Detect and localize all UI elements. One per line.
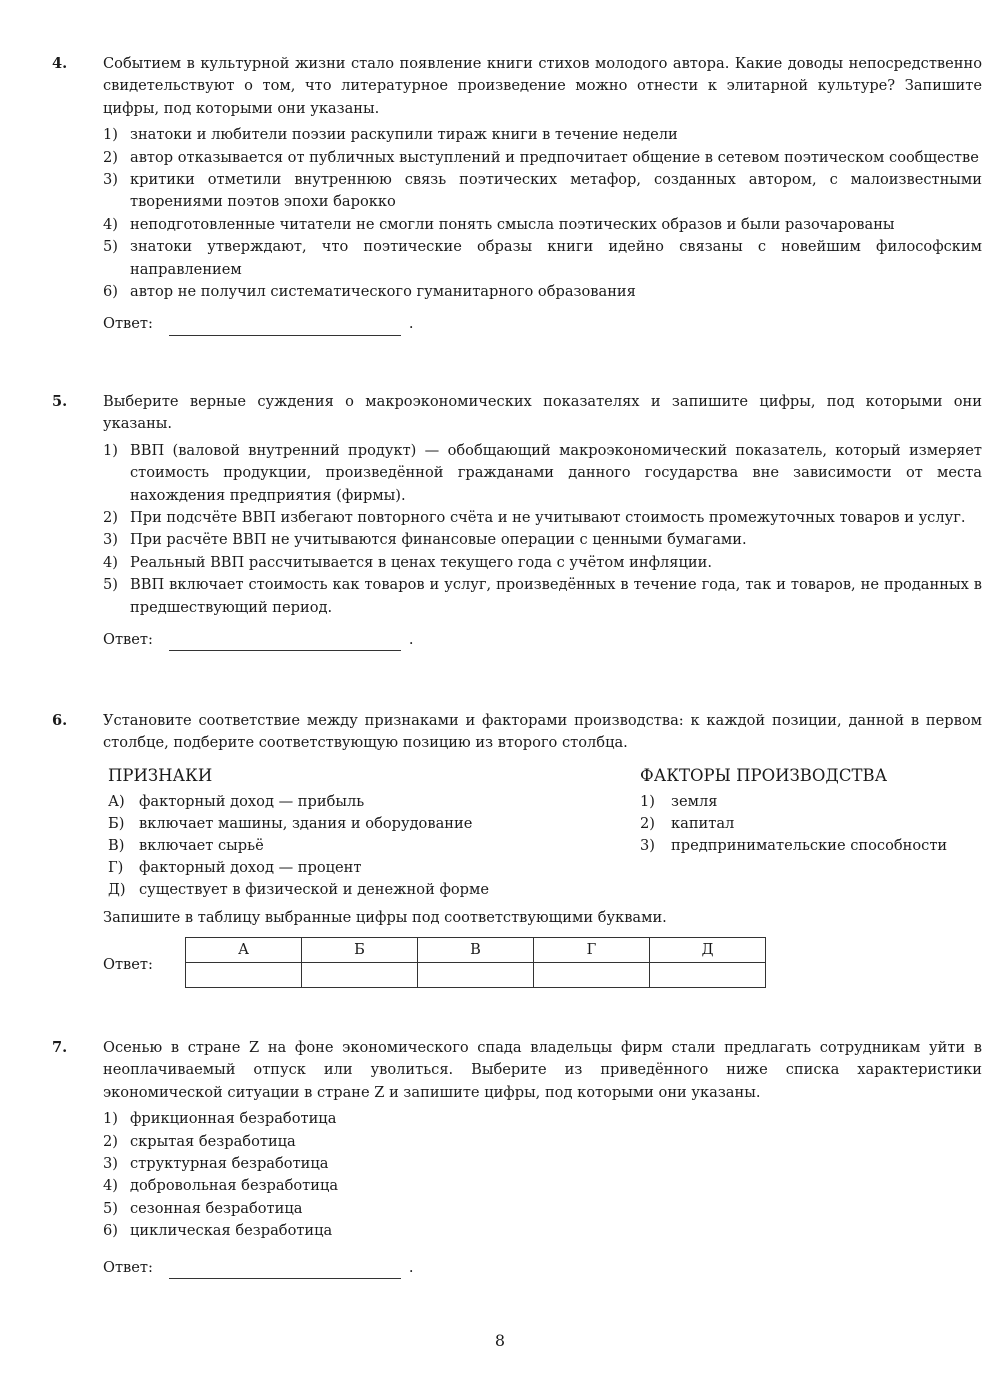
option-number: 6) — [103, 283, 118, 301]
option-item — [103, 440, 982, 507]
page-number: 8 — [494, 1331, 506, 1350]
option-text: ВВП (валовой внутренний продукт) — обобщающий макроэкономический показатель, который измеряет стоимость продукции, произведённой гражданами данного государства вне зависимости от места нахождения предприятия (фирмы). — [130, 441, 982, 504]
option-number: 3) — [103, 1155, 118, 1173]
answer-field[interactable] — [169, 632, 401, 651]
option-number: 2) — [103, 1132, 118, 1150]
item-letter: Б) — [108, 814, 125, 832]
item-text: существует в физической и денежной форме — [139, 880, 489, 898]
option-text: знатоки и любители поэзии раскупили тираж книги в течение недели — [130, 126, 678, 144]
item-text: факторный доход — прибыль — [139, 792, 365, 810]
option-text: критики отметили внутреннюю связь поэтических метафор, созданных автором, с малоизвестными творениями поэтов эпохи барокко — [130, 171, 982, 211]
option-text: автор отказывается от публичных выступлений и предпочитает общение в сетевом поэтическом сообществе — [130, 148, 979, 166]
left-column-header: ПРИЗНАКИ — [108, 765, 213, 785]
question-4 — [52, 53, 982, 336]
item-text: факторный доход — процент — [139, 858, 362, 876]
option-number: 3) — [103, 531, 118, 549]
item-number: 1) — [640, 792, 655, 810]
option-item — [103, 552, 982, 574]
option-item — [103, 169, 982, 214]
option-text: ВВП включает стоимость как товаров и услуг, произведённых в течение года, так и товаров, не проданных в предшествующий период. — [130, 576, 982, 616]
question-number: 7. — [52, 1039, 68, 1056]
question-text: Осенью в стране Z на фоне экономического спада владельцы фирм стали предлагать сотрудникам уйти в неоплачиваемый отпуск или уволиться. Выберите из приведённого ниже списка характеристики экономической ситуации в стране Z и запишите цифры, под которыми они указаны. — [103, 1039, 982, 1101]
table-header: Б — [302, 938, 418, 963]
option-number: 4) — [103, 1177, 118, 1195]
option-number: 3) — [103, 171, 118, 189]
option-text: скрытая безработица — [130, 1132, 296, 1150]
answer-table-row — [52, 937, 982, 993]
item-text: земля — [671, 792, 718, 810]
question-text: Выберите верные суждения о макроэкономических показателях и запишите цифры, под которыми они указаны. — [103, 393, 982, 433]
answer-table — [185, 937, 766, 988]
right-column-header: ФАКТОРЫ ПРОИЗВОДСТВА — [640, 765, 888, 785]
answer-cell[interactable] — [534, 963, 650, 988]
item-letter: В) — [108, 836, 125, 854]
option-text: знатоки утверждают, что поэтические образы книги идейно связаны с новейшим философским направлением — [130, 238, 982, 278]
option-item — [103, 147, 982, 169]
answer-field[interactable] — [169, 317, 401, 336]
table-header: В — [418, 938, 534, 963]
options-list — [103, 124, 982, 303]
question-text: Событием в культурной жизни стало появление книги стихов молодого автора. Какие доводы непосредственно свидетельствуют о том, что литературное произведение можно отнести к элитарной культуре? Запишите цифры, под которыми они указаны. — [103, 55, 982, 117]
table-header: Д — [650, 938, 766, 963]
option-item — [103, 124, 982, 146]
option-text: При подсчёте ВВП избегают повторного счёта и не учитывают стоимость промежуточных товаров и услуг. — [130, 509, 966, 527]
option-item — [103, 236, 982, 281]
answer-cell[interactable] — [186, 963, 302, 988]
option-text: сезонная безработица — [130, 1199, 303, 1217]
item-letter: Г) — [108, 858, 124, 876]
option-number: 1) — [103, 1110, 118, 1128]
question-number: 4. — [52, 55, 68, 72]
option-text: структурная безработица — [130, 1155, 329, 1173]
table-header: Г — [534, 938, 650, 963]
option-number: 2) — [103, 509, 118, 527]
options-list — [103, 1108, 982, 1242]
option-text: неподготовленные читатели не смогли понять смысла поэтических образов и были разочарованы — [130, 215, 895, 233]
item-letter: Д) — [108, 880, 126, 898]
answer-field[interactable] — [169, 1260, 401, 1279]
answer-row: Ответ: . — [103, 313, 982, 335]
answer-row: Ответ: . — [103, 1257, 982, 1279]
question-7 — [52, 1037, 982, 1279]
item-text: предпринимательские способности — [671, 836, 948, 854]
item-text: капитал — [671, 814, 735, 832]
item-number: 3) — [640, 836, 655, 854]
option-item — [103, 1131, 982, 1153]
option-item — [103, 574, 982, 619]
option-number: 4) — [103, 553, 118, 571]
option-item — [103, 1220, 982, 1242]
option-number: 1) — [103, 441, 118, 459]
item-text: включает машины, здания и оборудование — [139, 814, 473, 832]
option-text: добровольная безработица — [130, 1177, 339, 1195]
option-number: 2) — [103, 148, 118, 166]
options-list — [103, 440, 982, 619]
option-text: автор не получил систематического гуманитарного образования — [130, 283, 636, 301]
option-item — [103, 1153, 982, 1175]
answer-label: Ответ: — [103, 956, 153, 974]
option-number: 5) — [103, 576, 118, 594]
option-item — [103, 281, 982, 303]
option-item — [103, 214, 982, 236]
answer-cell[interactable] — [650, 963, 766, 988]
option-item — [103, 1198, 982, 1220]
table-header: А — [186, 938, 302, 963]
item-number: 2) — [640, 814, 655, 832]
option-number: 1) — [103, 126, 118, 144]
answer-cell[interactable] — [302, 963, 418, 988]
answer-cell[interactable] — [418, 963, 534, 988]
answer-label: Ответ: — [103, 315, 153, 333]
option-text: фрикционная безработица — [130, 1110, 337, 1128]
option-item — [103, 1108, 982, 1130]
item-text: включает сырьё — [139, 836, 264, 854]
option-text: циклическая безработица — [130, 1222, 333, 1240]
table-instruction: Запишите в таблицу выбранные цифры под соответствующими буквами. — [103, 908, 667, 926]
option-number: 5) — [103, 238, 118, 256]
answer-label: Ответ: — [103, 631, 153, 649]
question-number: 6. — [52, 712, 68, 729]
option-item — [103, 529, 982, 551]
question-6 — [52, 710, 982, 993]
answer-row: Ответ: . — [103, 629, 982, 651]
question-text: Установите соответствие между признаками и факторами производства: к каждой позиции, данной в первом столбце, подберите соответствующую позицию из второго столбца. — [103, 712, 982, 752]
option-number: 4) — [103, 215, 118, 233]
option-item — [103, 507, 982, 529]
item-letter: А) — [108, 792, 125, 810]
question-number: 5. — [52, 393, 68, 410]
option-item — [103, 1175, 982, 1197]
question-5 — [52, 391, 982, 651]
option-text: Реальный ВВП рассчитывается в ценах текущего года с учётом инфляции. — [130, 553, 712, 571]
option-text: При расчёте ВВП не учитываются финансовые операции с ценными бумагами. — [130, 531, 747, 549]
matching-columns — [103, 765, 982, 905]
option-number: 6) — [103, 1222, 118, 1240]
option-number: 5) — [103, 1199, 118, 1217]
answer-label: Ответ: — [103, 1258, 153, 1276]
